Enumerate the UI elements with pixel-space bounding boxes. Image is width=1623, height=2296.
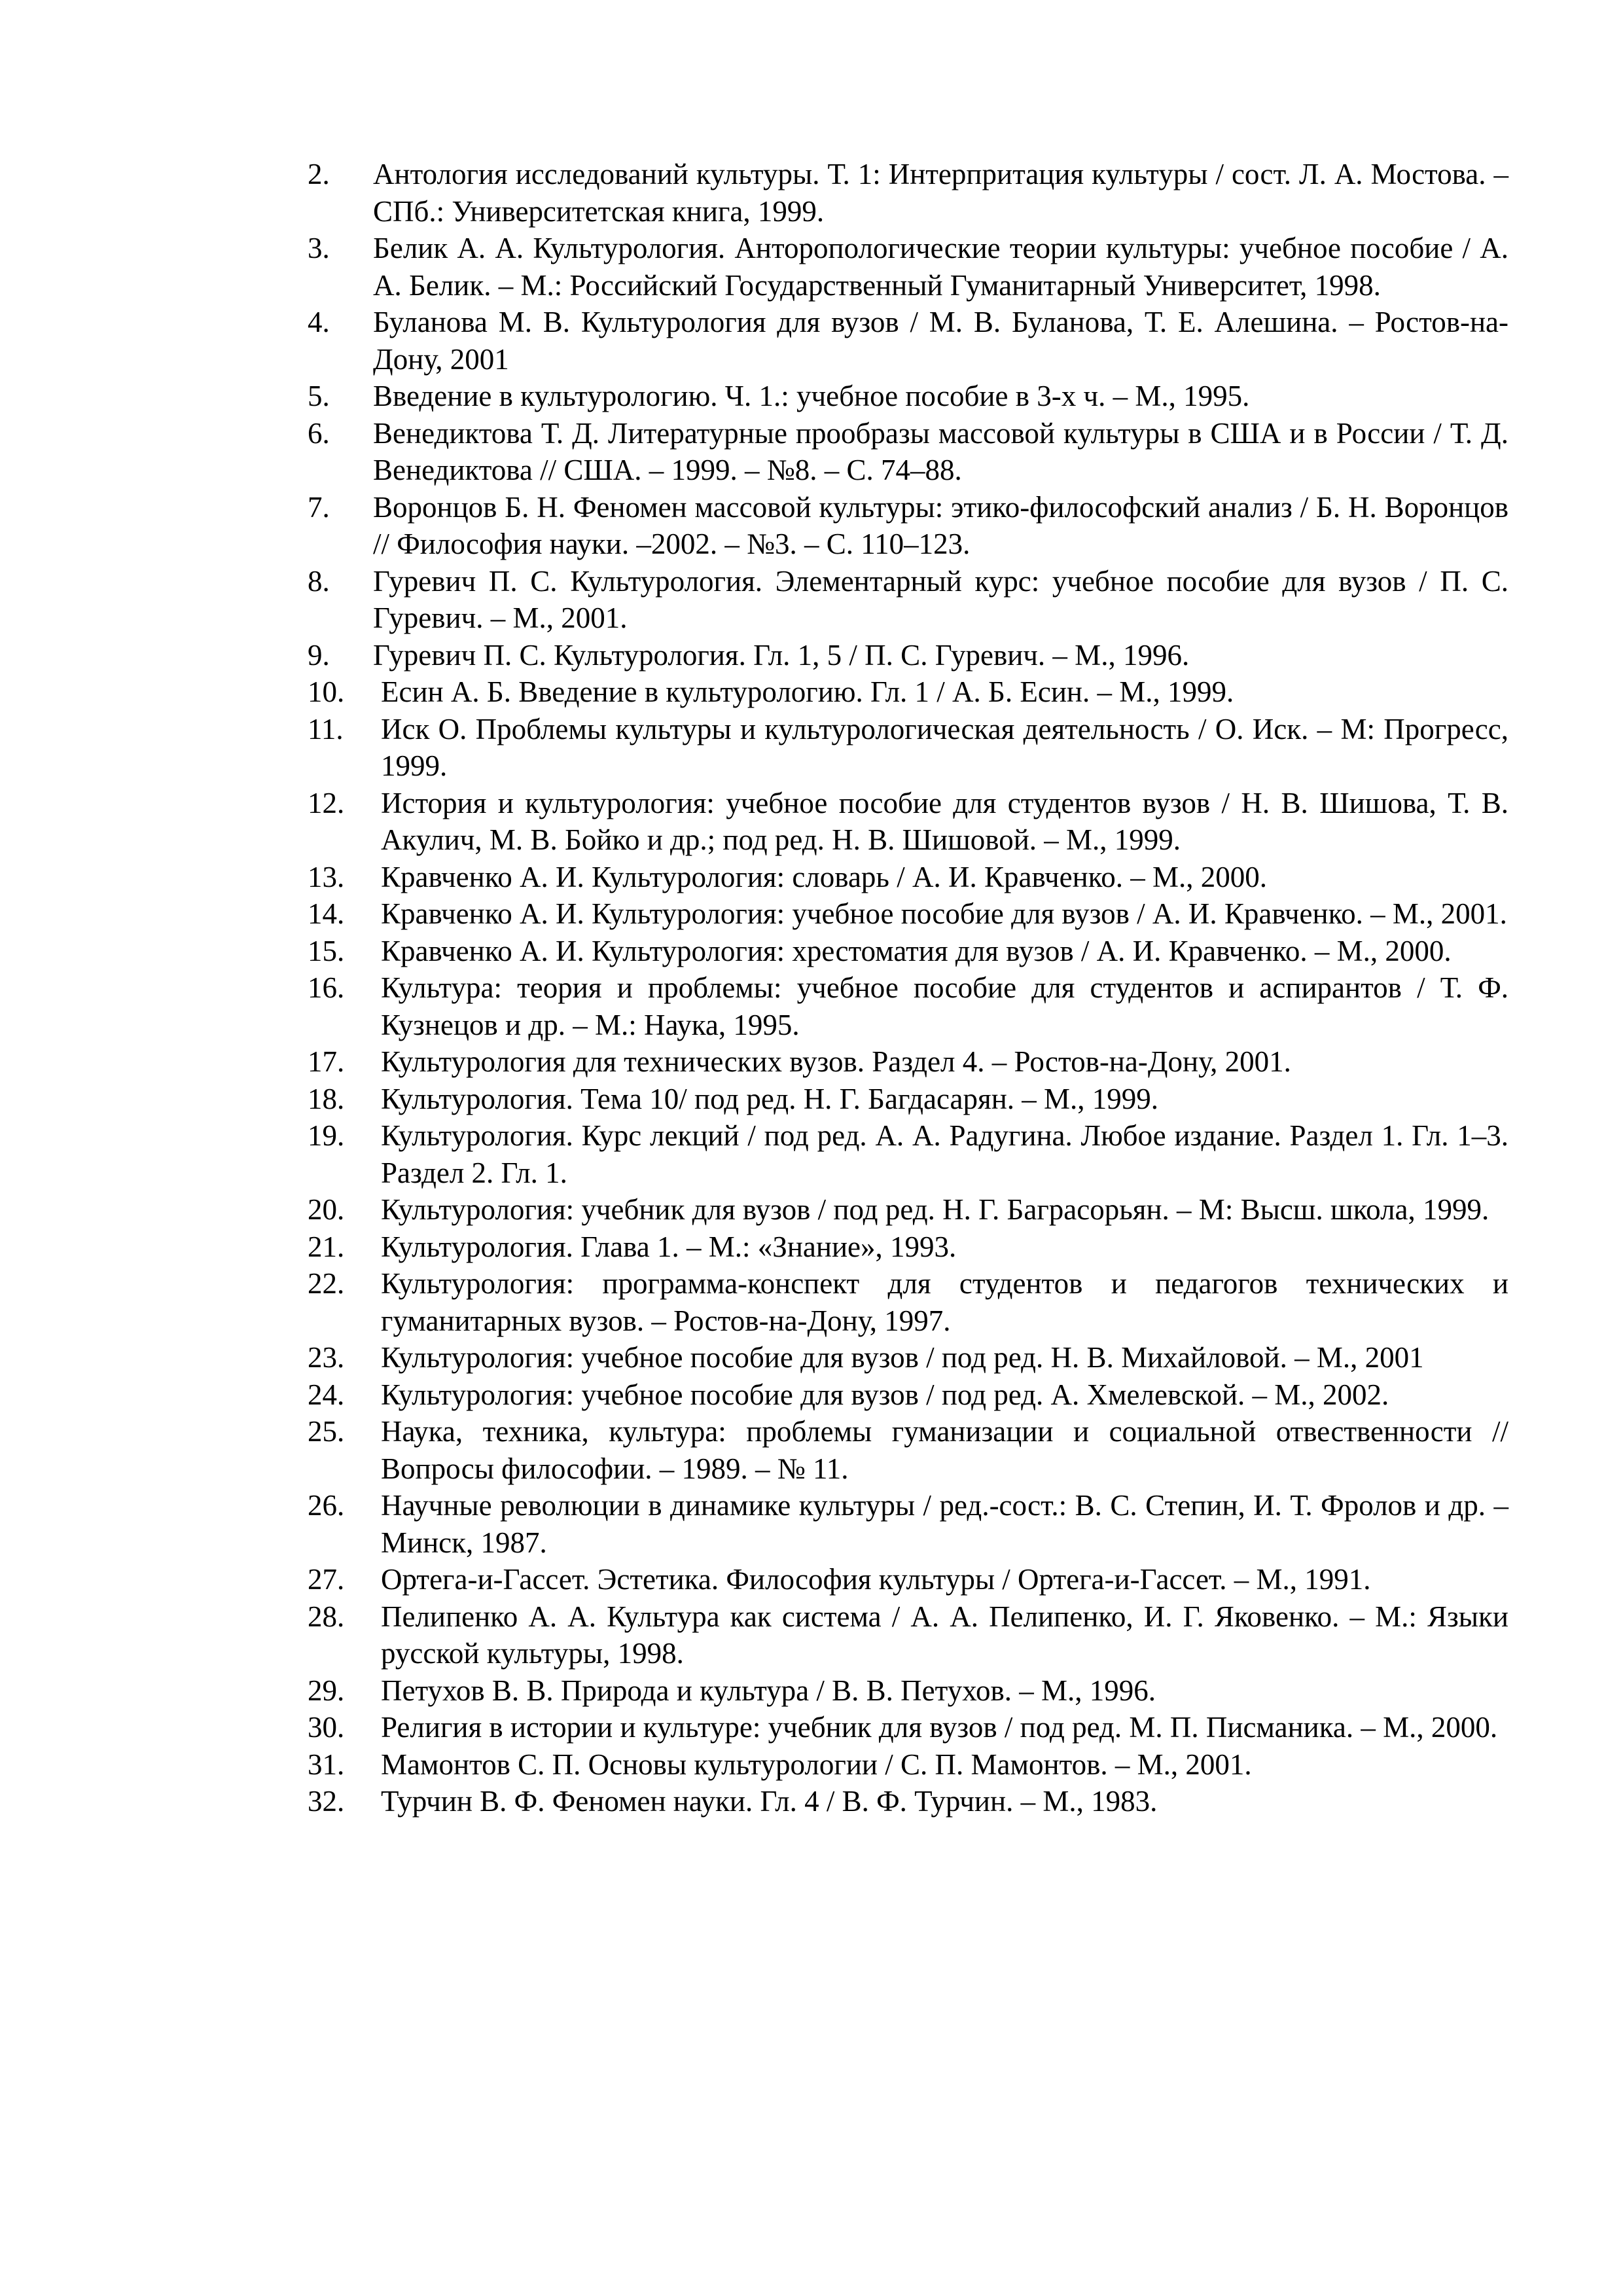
item-number: 10. xyxy=(308,675,345,708)
item-text: Культура: теория и проблемы: учебное пособие для студентов и аспирантов / Т. Ф. Кузнецов и др. – М.: Наука, 1995. xyxy=(381,971,1508,1041)
item-text: Мамонтов С. П. Основы культурологии / С. П. Мамонтов. – М., 2001. xyxy=(381,1748,1252,1781)
list-item xyxy=(308,1043,1508,1081)
item-text: Петухов В. В. Природа и культура / В. В. Петухов. – М., 1996. xyxy=(381,1674,1156,1707)
item-number: 9. xyxy=(308,638,330,672)
item-number: 12. xyxy=(308,786,345,819)
item-text: Ортега-и-Гассет. Эстетика. Философия культуры / Ортега-и-Гассет. – М., 1991. xyxy=(381,1563,1371,1596)
item-number: 8. xyxy=(308,564,330,598)
item-number: 31. xyxy=(308,1748,345,1781)
item-text: Культурология для технических вузов. Раздел 4. – Ростов-на-Дону, 2001. xyxy=(381,1045,1291,1078)
item-number: 17. xyxy=(308,1045,345,1078)
item-text: Введение в культурологию. Ч. 1.: учебное пособие в 3-х ч. – М., 1995. xyxy=(373,380,1250,412)
item-number: 21. xyxy=(308,1230,345,1263)
list-item xyxy=(308,785,1508,859)
list-item xyxy=(308,1746,1508,1784)
list-item xyxy=(308,859,1508,896)
list-item xyxy=(308,1191,1508,1229)
list-item xyxy=(308,304,1508,378)
item-number: 20. xyxy=(308,1193,345,1226)
item-text: Культурология: учебник для вузов / под ред. Н. Г. Баграсорьян. – М: Высш. школа, 1999. xyxy=(381,1193,1489,1226)
list-item xyxy=(308,1376,1508,1414)
item-text: Есин А. Б. Введение в культурологию. Гл. 1 / А. Б. Есин. – М., 1999. xyxy=(381,675,1234,708)
item-text: Культурология: программа-конспект для студентов и педагогов технических и гуманитарных вузов. – Ростов-на-Дону, 1997. xyxy=(381,1267,1508,1337)
item-text: Религия в истории и культуре: учебник для вузов / под ред. М. П. Писманика. – М., 2000. xyxy=(381,1711,1498,1744)
list-item xyxy=(308,637,1508,674)
list-item xyxy=(308,1081,1508,1118)
item-number: 27. xyxy=(308,1563,345,1596)
list-item xyxy=(308,489,1508,563)
item-number: 6. xyxy=(308,416,330,450)
item-number: 15. xyxy=(308,934,345,967)
item-number: 2. xyxy=(308,158,330,190)
list-item xyxy=(308,1339,1508,1376)
item-text: Пелипенко А. А. Культура как система / А. А. Пелипенко, И. Г. Яковенко. – М.: Языки русской культуры, 1998. xyxy=(381,1600,1508,1670)
item-text: Кравченко А. И. Культурология: хрестоматия для вузов / А. И. Кравченко. – М., 2000. xyxy=(381,934,1452,967)
item-text: Антология исследований культуры. Т. 1: Интерпритация культуры / сост. Л. А. Мостова. – СПб.: Университетская книга, 1999. xyxy=(373,158,1508,228)
item-number: 7. xyxy=(308,490,330,524)
list-item xyxy=(308,1117,1508,1191)
list-item xyxy=(308,156,1508,230)
item-number: 11. xyxy=(308,712,344,745)
item-number: 29. xyxy=(308,1674,345,1707)
item-text: Наука, техника, культура: проблемы гуманизации и социальной отвественности // Вопросы философии. – 1989. – № 11. xyxy=(381,1415,1508,1485)
item-number: 25. xyxy=(308,1415,345,1448)
item-number: 30. xyxy=(308,1711,345,1744)
item-number: 16. xyxy=(308,971,345,1004)
list-item xyxy=(308,1709,1508,1746)
list-item xyxy=(308,1598,1508,1672)
item-text: Культурология: учебное пособие для вузов / под ред. А. Хмелевской. – М., 2002. xyxy=(381,1378,1389,1411)
list-item xyxy=(308,1229,1508,1266)
list-item xyxy=(308,563,1508,637)
bibliography-list xyxy=(308,156,1508,1820)
item-text: Буланова М. В. Культурология для вузов / М. В. Буланова, Т. Е. Алешина. – Ростов-на-Дону, 2001 xyxy=(373,306,1508,376)
list-item xyxy=(308,673,1508,711)
item-text: Иск О. Проблемы культуры и культурологическая деятельность / О. Иск. – М: Прогресс, 1999. xyxy=(381,712,1508,782)
item-text: Гуревич П. С. Культурология. Гл. 1, 5 / П. С. Гуревич. – М., 1996. xyxy=(373,638,1190,672)
list-item xyxy=(308,1413,1508,1487)
item-text: Кравченко А. И. Культурология: учебное пособие для вузов / А. И. Кравченко. – М., 2001. xyxy=(381,897,1507,930)
list-item xyxy=(308,1265,1508,1339)
item-number: 14. xyxy=(308,897,345,930)
list-item xyxy=(308,711,1508,785)
item-number: 3. xyxy=(308,232,330,264)
list-item xyxy=(308,969,1508,1043)
item-number: 23. xyxy=(308,1341,345,1374)
item-text: Белик А. А. Культурология. Анторопологические теории культуры: учебное пособие / А. А. Белик. – М.: Российский Государственный Гуманитарный Университет, 1998. xyxy=(373,232,1508,302)
list-item xyxy=(308,1487,1508,1561)
item-text: Венедиктова Т. Д. Литературные прообразы массовой культуры в США и в России / Т. Д. Венедиктова // США. – 1999. – №8. – С. 74–88. xyxy=(373,416,1508,486)
item-text: Научные революции в динамике культуры / ред.-сост.: В. С. Степин, И. Т. Фролов и др. – Минск, 1987. xyxy=(381,1489,1508,1559)
item-text: Культурология. Курс лекций / под ред. А. А. Радугина. Любое издание. Раздел 1. Гл. 1–3. Раздел 2. Гл. 1. xyxy=(381,1119,1508,1189)
document-page xyxy=(308,156,1508,1820)
item-text: Гуревич П. С. Культурология. Элементарный курс: учебное пособие для вузов / П. С. Гуревич. – М., 2001. xyxy=(373,564,1508,634)
item-number: 5. xyxy=(308,380,330,412)
item-text: Культурология. Тема 10/ под ред. Н. Г. Багдасарян. – М., 1999. xyxy=(381,1082,1159,1115)
item-text: Кравченко А. И. Культурология: словарь / А. И. Кравченко. – М., 2000. xyxy=(381,860,1267,893)
list-item xyxy=(308,1783,1508,1820)
list-item xyxy=(308,933,1508,970)
list-item xyxy=(308,1672,1508,1710)
item-number: 28. xyxy=(308,1600,345,1633)
list-item xyxy=(308,415,1508,489)
item-text: Турчин В. Ф. Феномен науки. Гл. 4 / В. Ф. Турчин. – М., 1983. xyxy=(381,1785,1158,1818)
item-text: История и культурология: учебное пособие для студентов вузов / Н. В. Шишова, Т. В. Акулич, М. В. Бойко и др.; под ред. Н. В. Шишовой. – М., 1999. xyxy=(381,786,1508,856)
item-text: Культурология. Глава 1. – М.: «Знание», 1993. xyxy=(381,1230,957,1263)
item-number: 13. xyxy=(308,860,345,893)
list-item xyxy=(308,230,1508,304)
list-item xyxy=(308,1561,1508,1598)
item-number: 24. xyxy=(308,1378,345,1411)
list-item xyxy=(308,378,1508,415)
item-text: Культурология: учебное пособие для вузов / под ред. Н. В. Михайловой. – М., 2001 xyxy=(381,1341,1424,1374)
item-number: 26. xyxy=(308,1489,345,1522)
item-number: 18. xyxy=(308,1082,345,1115)
list-item xyxy=(308,895,1508,933)
item-number: 19. xyxy=(308,1119,345,1152)
item-text: Воронцов Б. Н. Феномен массовой культуры: этико-философский анализ / Б. Н. Воронцов // Философия науки. –2002. – №3. – С. 110–123. xyxy=(373,490,1508,560)
item-number: 22. xyxy=(308,1267,345,1300)
item-number: 32. xyxy=(308,1785,345,1818)
item-number: 4. xyxy=(308,306,330,338)
